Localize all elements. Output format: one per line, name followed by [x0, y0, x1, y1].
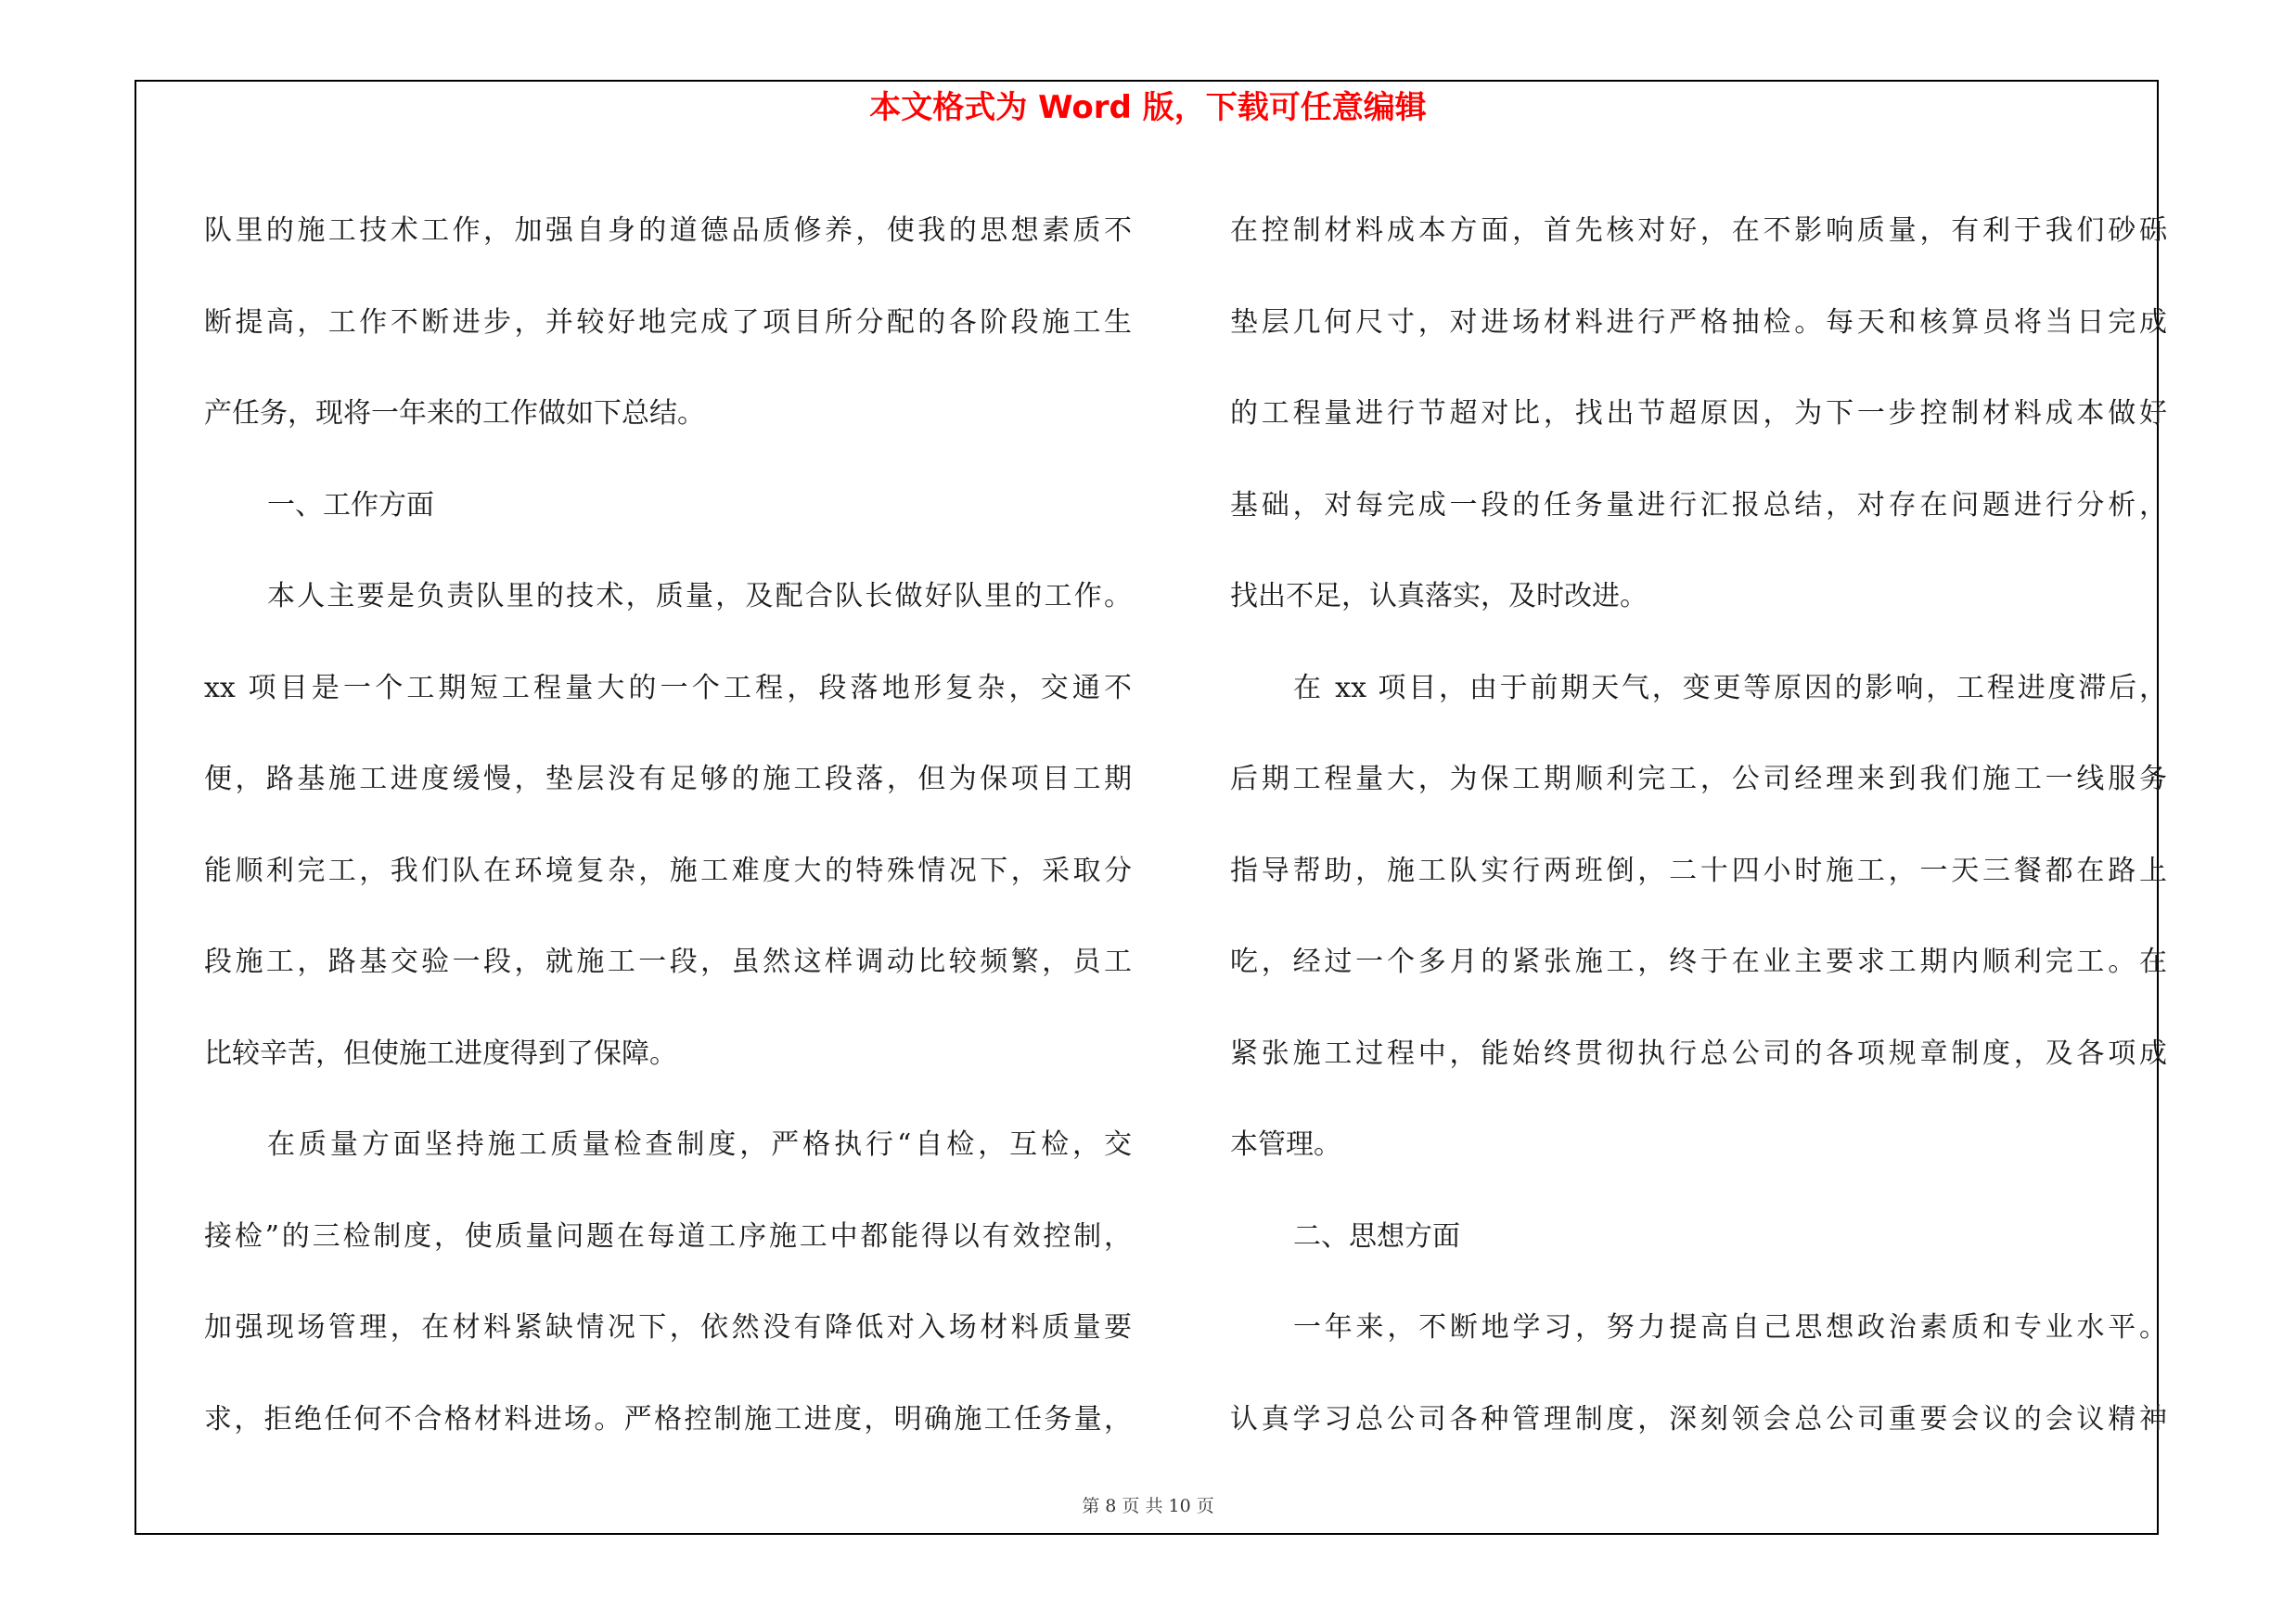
text-line: 吃，经过一个多月的紧张施工，终于在业主要求工期内顺利完工。在 [1230, 946, 2167, 978]
text-line: 本管理。 [1230, 1128, 1341, 1161]
text-line: 求，拒绝任何不合格材料进场。严格控制施工进度，明确施工任务量， [204, 1402, 1132, 1436]
text-line: 紧张施工过程中，能始终贯彻执行总公司的各项规章制度，及各项成 [1230, 1037, 2167, 1070]
page-footer: 第 8 页 共 10 页 [1082, 1496, 1214, 1516]
text-line: 基础，对每完成一段的任务量进行汇报总结，对存在问题进行分析， [1230, 488, 2167, 522]
text-line: 在质量方面坚持施工质量检查制度，严格执行“自检，互检，交 [267, 1128, 1132, 1161]
text-line: 本人主要是负责队里的技术，质量，及配合队长做好队里的工作。 [267, 580, 1132, 612]
left-column [204, 186, 1132, 1465]
text-line: 段施工，路基交验一段，就施工一段，虽然这样调动比较频繁，员工 [204, 946, 1132, 978]
text-line: 垫层几何尺寸，对进场材料进行严格抽检。每天和核算员将当日完成 [1230, 305, 2167, 339]
text-line: 在控制材料成本方面，首先核对好，在不影响质量，有利于我们砂砾 [1230, 214, 2167, 247]
format-banner: 本文格式为 Word 版，下载可任意编辑 [869, 89, 1427, 126]
text-line: 便，路基施工进度缓慢，垫层没有足够的施工段落，但为保项目工期 [204, 763, 1132, 795]
text-line: 后期工程量大，为保工期顺利完工，公司经理来到我们施工一线服务 [1230, 763, 2167, 795]
text-line: 在 xx 项目，由于前期天气，变更等原因的影响，工程进度滞后， [1293, 671, 2167, 704]
text-line: 队里的施工技术工作，加强自身的道德品质修养，使我的思想素质不 [204, 214, 1132, 247]
text-line: 的工程量进行节超对比，找出节超原因，为下一步控制材料成本做好 [1230, 397, 2167, 430]
text-line: 找出不足，认真落实，及时改进。 [1230, 580, 1648, 612]
text-line: 比较辛苦，但使施工进度得到了保障。 [204, 1037, 677, 1070]
text-line: 断提高，工作不断进步，并较好地完成了项目所分配的各阶段施工生 [204, 305, 1132, 339]
text-line: 二、思想方面 [1293, 1219, 1460, 1253]
text-line: 认真学习总公司各种管理制度，深刻领会总公司重要会议的会议精神 [1230, 1402, 2167, 1436]
text-line: xx 项目是一个工期短工程量大的一个工程，段落地形复杂，交通不 [204, 671, 1132, 704]
right-column [1230, 186, 2167, 1465]
text-line: 能顺利完工，我们队在环境复杂，施工难度大的特殊情况下，采取分 [204, 854, 1132, 887]
text-line: 接检”的三检制度，使质量问题在每道工序施工中都能得以有效控制， [204, 1219, 1132, 1253]
text-line: 加强现场管理，在材料紧缺情况下，依然没有降低对入场材料质量要 [204, 1311, 1132, 1344]
text-line: 产任务，现将一年来的工作做如下总结。 [204, 397, 705, 430]
text-line: 指导帮助，施工队实行两班倒，二十四小时施工，一天三餐都在路上 [1230, 854, 2167, 887]
text-line: 一年来，不断地学习，努力提高自己思想政治素质和专业水平。 [1293, 1311, 2167, 1344]
text-line: 一、工作方面 [267, 488, 434, 522]
